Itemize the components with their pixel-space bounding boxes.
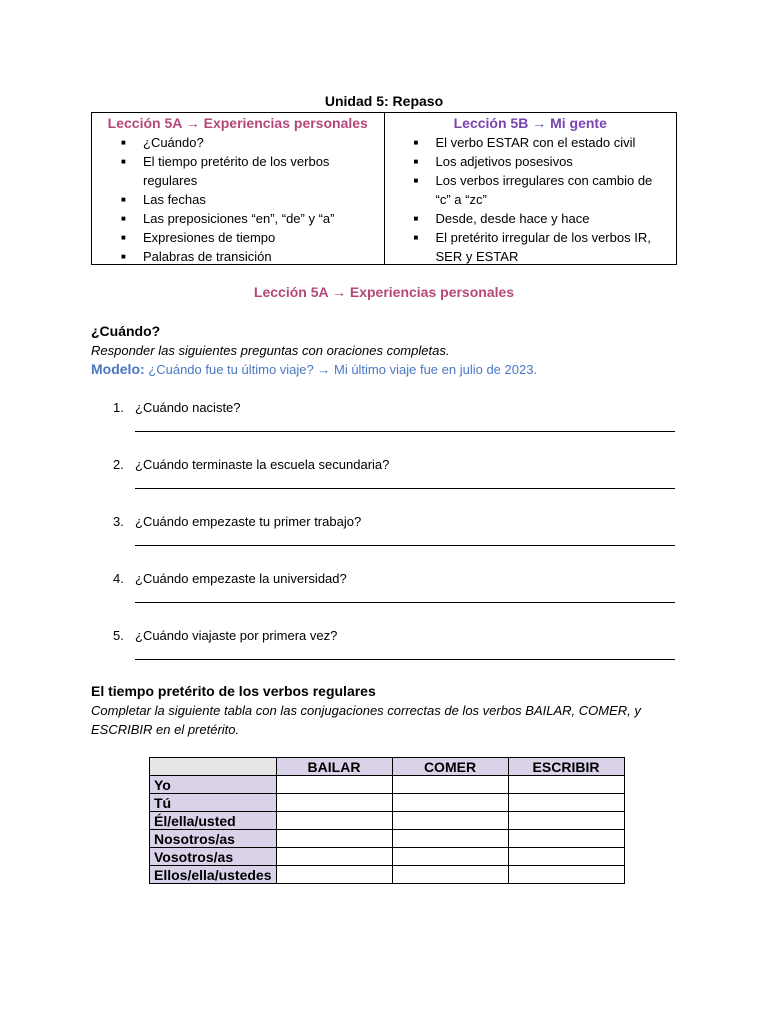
answer-cell[interactable] — [508, 866, 624, 884]
list-item: ■ Las fechas — [143, 190, 376, 209]
answer-cell[interactable] — [276, 830, 392, 848]
list-item: ■ El verbo ESTAR con el estado civil — [436, 133, 669, 152]
answer-cell[interactable] — [276, 866, 392, 884]
answer-cell[interactable] — [276, 812, 392, 830]
answer-cell[interactable] — [276, 794, 392, 812]
table-row — [150, 776, 625, 794]
table-row — [150, 866, 625, 884]
list-item: ■ El tiempo pretérito de los verbos regulares — [143, 152, 376, 190]
question-2 — [113, 455, 389, 474]
question-text: ¿Cuándo naciste? — [135, 400, 241, 415]
row-header: Yo — [150, 776, 277, 794]
cuando-section — [91, 322, 537, 379]
question-5 — [113, 626, 337, 645]
answer-line-4[interactable] — [135, 589, 675, 603]
list-item: ■ Los verbos irregulares con cambio de “c” a “zc” — [436, 171, 669, 209]
table-row — [150, 794, 625, 812]
answer-cell[interactable] — [508, 794, 624, 812]
lesson-5a-heading: Lección 5A → Experiencias personales — [107, 115, 368, 131]
cuando-instructions: Responder las siguientes preguntas con oraciones completas. — [91, 343, 450, 358]
answer-line-3[interactable] — [135, 532, 675, 546]
question-number: 2. — [113, 457, 124, 472]
model-example — [91, 360, 537, 379]
answer-cell[interactable] — [276, 776, 392, 794]
table-corner-cell — [150, 758, 277, 776]
answer-line-1[interactable] — [135, 418, 675, 432]
question-text: ¿Cuándo viajaste por primera vez? — [135, 628, 338, 643]
table-row — [150, 848, 625, 866]
row-header: Ellos/ella/ustedes — [150, 866, 277, 884]
question-text: ¿Cuándo empezaste tu primer trabajo? — [135, 514, 362, 529]
list-item: ■ Palabras de transición — [143, 247, 376, 266]
row-header: Él/ella/usted — [150, 812, 277, 830]
cuando-heading: ¿Cuándo? — [91, 323, 161, 339]
list-item: ■ ¿Cuándo? — [143, 133, 376, 152]
question-number: 3. — [113, 514, 124, 529]
list-item: ■ Las preposiciones “en”, “de” y “a” — [143, 209, 376, 228]
question-4 — [113, 569, 347, 588]
question-number: 5. — [113, 628, 124, 643]
answer-cell[interactable] — [508, 830, 624, 848]
answer-cell[interactable] — [276, 848, 392, 866]
table-header-row — [150, 758, 625, 776]
table-row — [150, 812, 625, 830]
list-item: ■ El pretérito irregular de los verbos IR, SER y ESTAR — [436, 228, 669, 266]
table-row — [150, 830, 625, 848]
answer-cell[interactable] — [392, 776, 508, 794]
answer-cell[interactable] — [508, 776, 624, 794]
answer-cell[interactable] — [392, 866, 508, 884]
column-header-comer: COMER — [392, 758, 508, 776]
row-header: Vosotros/as — [150, 848, 277, 866]
lesson-5b-list — [393, 133, 669, 266]
list-item: ■ Expresiones de tiempo — [143, 228, 376, 247]
list-item: ■ Los adjetivos posesivos — [436, 152, 669, 171]
lesson-5a-column — [92, 113, 384, 264]
lesson-summary-table — [91, 112, 677, 265]
question-number: 4. — [113, 571, 124, 586]
question-3 — [113, 512, 361, 531]
answer-line-2[interactable] — [135, 475, 675, 489]
answer-line-5[interactable] — [135, 646, 675, 660]
answer-cell[interactable] — [508, 848, 624, 866]
list-item: ■ Desde, desde hace y hace — [436, 209, 669, 228]
row-header: Tú — [150, 794, 277, 812]
question-1 — [113, 398, 241, 417]
lesson-5b-column — [384, 113, 677, 264]
answer-cell[interactable] — [392, 830, 508, 848]
column-header-escribir: ESCRIBIR — [508, 758, 624, 776]
answer-cell[interactable] — [392, 848, 508, 866]
question-text: ¿Cuándo empezaste la universidad? — [135, 571, 347, 586]
model-text: ¿Cuándo fue tu último viaje? → Mi último viaje fue en julio de 2023. — [148, 362, 538, 377]
preterito-section — [91, 682, 671, 739]
row-header: Nosotros/as — [150, 830, 277, 848]
model-label: Modelo: — [91, 361, 145, 377]
answer-cell[interactable] — [508, 812, 624, 830]
answer-cell[interactable] — [392, 794, 508, 812]
section-heading: Lección 5A → Experiencias personales — [253, 284, 515, 300]
page-title: Unidad 5: Repaso — [324, 93, 444, 109]
question-number: 1. — [113, 400, 124, 415]
conjugation-table — [149, 757, 625, 884]
lesson-5b-heading: Lección 5B → Mi gente — [453, 115, 607, 131]
answer-cell[interactable] — [392, 812, 508, 830]
column-header-bailar: BAILAR — [276, 758, 392, 776]
question-text: ¿Cuándo terminaste la escuela secundaria? — [135, 457, 390, 472]
preterito-heading: El tiempo pretérito de los verbos regulares — [91, 683, 376, 699]
preterito-instructions: Completar la siguiente tabla con las conjugaciones correctas de los verbos BAILAR, COMER, y ESCRIBIR en el pretérito. — [91, 703, 641, 737]
lesson-5a-list — [100, 133, 376, 266]
